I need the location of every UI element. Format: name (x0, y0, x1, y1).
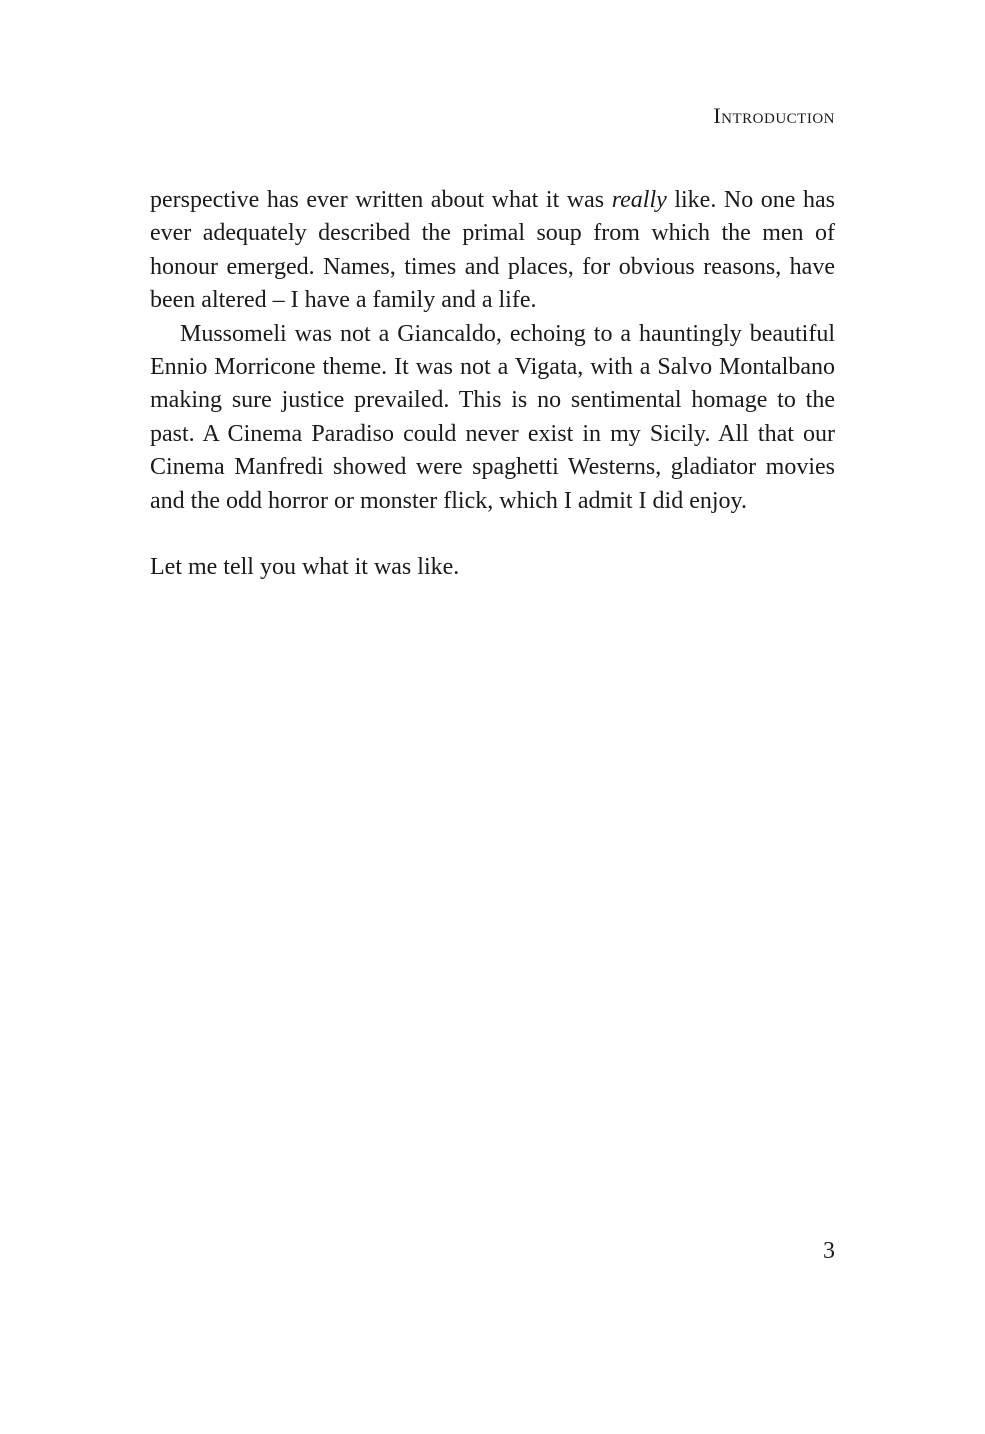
emphasis-really: really (611, 187, 667, 213)
paragraph-1-start: perspective has ever written about what it was (150, 187, 612, 213)
paragraph-1-end: like. No one has ever adequately described the primal soup from which the men of honour emerged. Names, times and places, for obvious reasons, have been altered – I have a family and a life. (150, 187, 835, 314)
paragraph-3: Let me tell you what it was like. (150, 554, 460, 581)
paragraph-2: Mussomeli was not a Giancaldo, echoing to a hauntingly beautiful Ennio Morricone theme. It was not a Vigata, with a Salvo Montalbano making sure justice prevailed. This is no sentimental homage to the past. A Cinema Paradiso could never exist in my Sicily. All that our Cinema Manfredi showed were spaghetti Westerns, gladiator movies and the odd horror or monster flick, which I admit I did enjoy. (150, 320, 835, 514)
page-number: 3 (823, 1238, 835, 1264)
running-header: Introduction (713, 103, 835, 128)
body-text (150, 184, 835, 584)
paragraph-1 (150, 184, 835, 318)
